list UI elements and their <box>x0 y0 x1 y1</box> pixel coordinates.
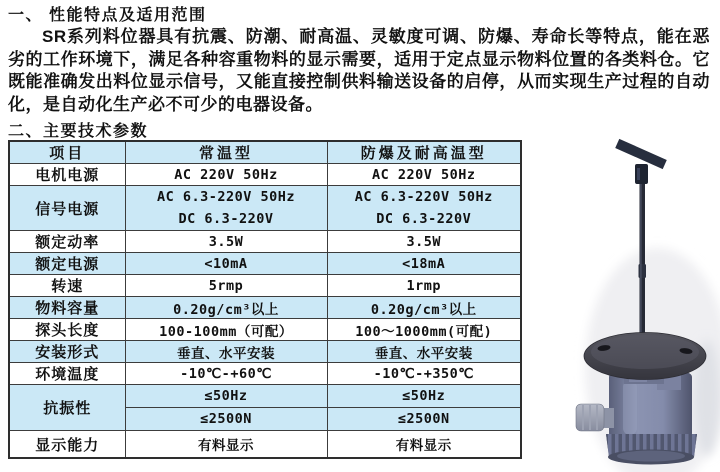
spec-value-line: AC 6.3-220V 50Hz <box>156 189 296 205</box>
spec-value-normal: 垂直、水平安装 <box>125 341 327 363</box>
spec-value-exproof: 100～1000mm(可配) <box>327 319 521 341</box>
table-row <box>9 253 521 275</box>
spec-value-exproof: 垂直、水平安装 <box>327 341 521 363</box>
spec-value-normal: 100-100mm（可配） <box>125 319 327 341</box>
table-row <box>9 231 521 253</box>
table-row <box>9 164 521 186</box>
table-row <box>9 297 521 319</box>
spec-row-label: 电机电源 <box>9 164 125 186</box>
spec-row-label: 探头长度 <box>9 319 125 341</box>
spec-value-exproof: 3.5W <box>327 231 521 253</box>
spec-value-normal: ≤2500N <box>125 408 327 431</box>
paddle-blade <box>615 139 667 184</box>
spec-value-exproof: 有料显示 <box>327 431 521 459</box>
spec-value-exproof <box>327 186 521 231</box>
spec-value-normal: 5rmp <box>125 275 327 297</box>
col-header-exproof-type: 防爆及耐高温型 <box>327 141 521 164</box>
section1-body: SR系列料位器具有抗震、防潮、耐高温、灵敏度可调、防爆、寿命长等特点，能在恶劣的工作环境下，满足各种容重物料的显示需要，适用于定点显示物料位置的各类料仓。它既能准确发出料位显示信号，又能直接控制供料输送设备的启停，从而实现生产过程的自动化，是自动化生产必不可少的电器设备。 <box>8 27 710 114</box>
spec-row-label: 安装形式 <box>9 341 125 363</box>
spec-value-normal: -10℃-+60℃ <box>125 363 327 385</box>
spec-value-exproof: 1rmp <box>327 275 521 297</box>
table-row <box>9 431 521 459</box>
table-row <box>9 363 521 385</box>
spec-value-normal <box>125 186 327 231</box>
flange <box>584 333 706 380</box>
text-block <box>8 2 710 141</box>
spec-table <box>8 140 522 459</box>
spec-value-exproof: ≤2500N <box>327 408 521 431</box>
product-photo-level-indicator <box>545 128 720 472</box>
spec-value-line: DC 6.3-220V <box>178 211 274 227</box>
table-row <box>9 385 521 408</box>
spec-row-label: 额定电源 <box>9 253 125 275</box>
spec-value-line: AC 6.3-220V 50Hz <box>354 189 493 205</box>
spec-value-normal: ≤50Hz <box>125 385 327 408</box>
col-header-normal-type: 常温型 <box>125 141 327 164</box>
table-row <box>9 341 521 363</box>
spec-value-normal: 3.5W <box>125 231 327 253</box>
spec-value-normal: 有料显示 <box>125 431 327 459</box>
spec-row-label: 抗振性 <box>9 385 125 431</box>
table-row <box>9 275 521 297</box>
spec-value-exproof: -10℃-+350℃ <box>327 363 521 385</box>
spec-value-exproof: 0.20g/cm³以上 <box>327 297 521 319</box>
section2-heading: 二、主要技术参数 <box>8 123 149 140</box>
shaft <box>639 178 647 340</box>
table-row <box>9 186 521 231</box>
spec-value-line: DC 6.3-220V <box>376 211 472 227</box>
spec-value-exproof: ≤50Hz <box>327 385 521 408</box>
spec-row-label: 物料容量 <box>9 297 125 319</box>
ribbed-skirt <box>606 434 697 465</box>
spec-value-exproof: <18mA <box>327 253 521 275</box>
spec-row-label: 显示能力 <box>9 431 125 459</box>
spec-value-normal: 0.20g/cm³以上 <box>125 297 327 319</box>
spec-value-normal: AC 220V 50Hz <box>125 164 327 186</box>
table-row <box>9 319 521 341</box>
spec-value-exproof: AC 220V 50Hz <box>327 164 521 186</box>
spec-row-label: 环境温度 <box>9 363 125 385</box>
spec-row-label: 信号电源 <box>9 186 125 231</box>
cable-gland <box>576 404 614 431</box>
spec-value-normal: <10mA <box>125 253 327 275</box>
section1-heading: 一、 性能特点及适用范围 <box>8 7 207 24</box>
spec-row-label: 转速 <box>9 275 125 297</box>
spec-row-label: 额定动率 <box>9 231 125 253</box>
spec-table-header-row <box>9 141 521 164</box>
col-header-item: 项目 <box>9 141 125 164</box>
